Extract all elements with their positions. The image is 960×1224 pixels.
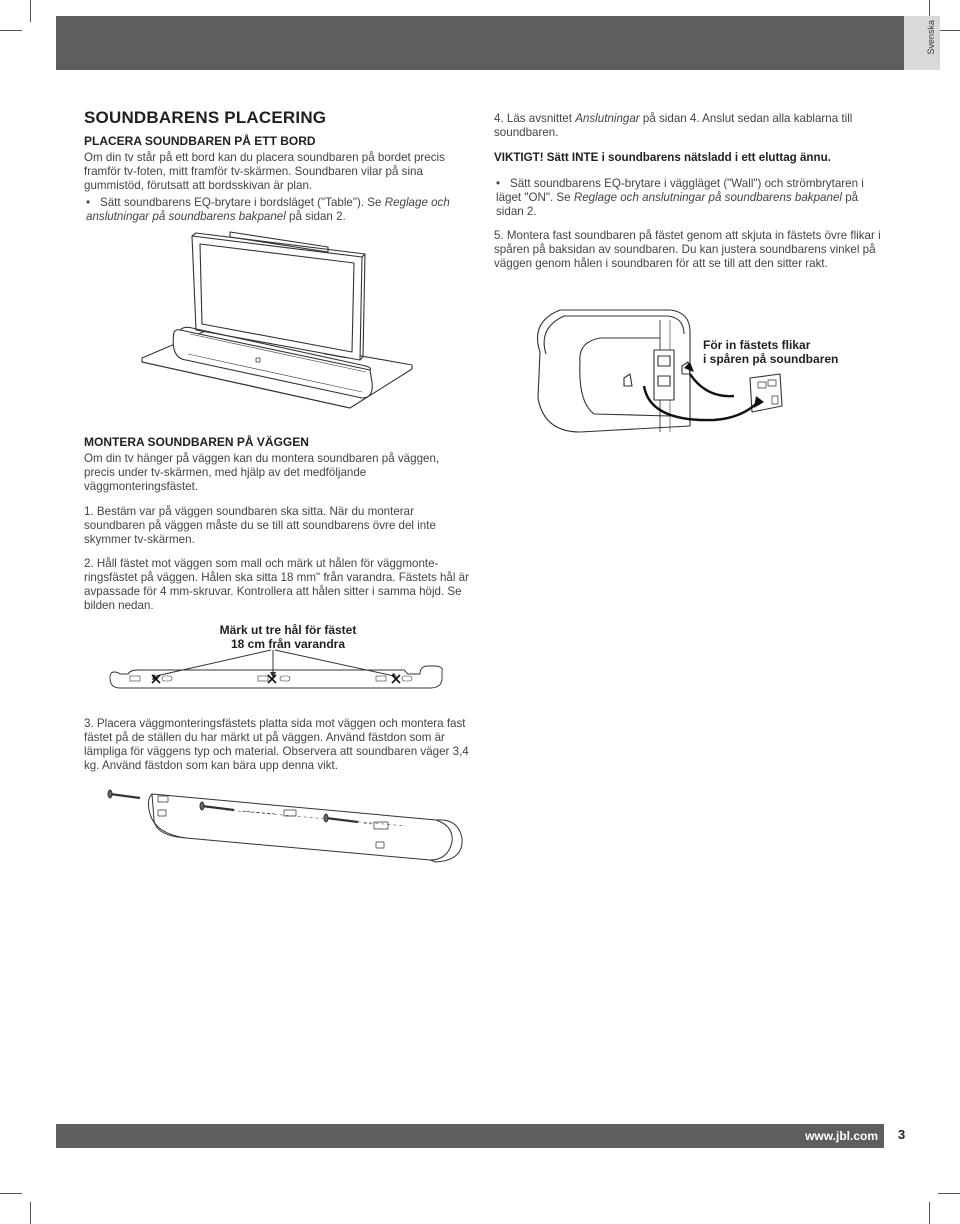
tv-on-table-illustration (140, 230, 415, 430)
wall-bullet-reference: Reglage och anslutningar på soundbarens bakpanel (573, 191, 842, 204)
bracket-template-illustration (108, 648, 448, 696)
tabs-caption-line-2: i spåren på soundbaren (703, 352, 839, 366)
wall-step-2: 2. Håll fästet mot väggen som mall och märk ut hålen för väggmonte-ringsfästet på väggen. Hålen ska sitta 18 mm" från varandra. Fästets hål är avpassade för 4 mm-skruvar. Kontrollera att hålen sitter i samma höjd. Se bilden nedan. (84, 557, 469, 612)
wall-bullet-text: Sätt soundbarens EQ-brytare i väggläget ("Wall") och strömbrytaren i läget "ON". Se (496, 177, 864, 204)
footer-bar (56, 1124, 884, 1148)
crop-mark (929, 1202, 930, 1224)
table-bullet-reference: Reglage och anslutningar på soundbarens bakpanel (86, 196, 450, 223)
mark-holes-caption (188, 623, 388, 651)
table-bullet-text: Sätt soundbarens EQ-brytare i bordsläget ("Table"). Se (100, 196, 385, 209)
wall-step-4 (494, 112, 884, 140)
soundbar-bracket-illustration (520, 302, 840, 442)
tabs-caption (703, 338, 863, 366)
wall-paragraph: Om din tv hänger på väggen kan du montera soundbaren på väggen, precis under tv-skärmen, med hjälp av det medföljande väggmonteringsfästet. (84, 452, 440, 493)
crop-mark (30, 1202, 31, 1224)
section-heading-wall: MONTERA SOUNDBAREN PÅ VÄGGEN (84, 435, 309, 449)
bracket-with-screws-illustration (106, 780, 476, 870)
crop-mark (938, 1193, 960, 1194)
tabs-caption-line-1: För in fästets flikar (703, 338, 811, 352)
wall-bullet-tail: på sidan 2. (496, 191, 859, 218)
crop-mark (0, 1193, 22, 1194)
crop-mark (0, 30, 22, 31)
step-4-tail: på sidan 4. Anslut sedan alla kablarna till soundbaren. (494, 112, 853, 139)
mark-holes-caption-line-2: 18 cm från varandra (230, 637, 346, 651)
step-4-text: 4. Läs avsnittet (494, 112, 576, 125)
crop-mark (938, 30, 960, 31)
footer-url: www.jbl.com (805, 1129, 878, 1143)
crop-mark (30, 0, 31, 22)
mark-holes-caption-line-1: Märk ut tre hål för fästet (219, 623, 357, 637)
table-bullet-tail: på sidan 2. (285, 210, 346, 223)
step-4-reference: Anslutningar (575, 112, 640, 125)
language-label: Svenska (926, 20, 936, 55)
page-title: SOUNDBARENS PLACERING (84, 108, 327, 127)
wall-step-5: 5. Montera fast soundbaren på fästet genom att skjuta in fästets övre flikar i spåren på baksidan av soundbaren. Du kan justera soundbarens vinkel på väggen genom hålen i soundbaren för att se till att den sitter rakt. (494, 229, 881, 270)
wall-step-3: 3. Placera väggmonteringsfästets platta sida mot väggen och montera fast fästet på de ställen du har märkt ut på väggen. Använd fästdon som är lämpliga för väggens typ och material. Observera att soundbaren väger 3,4 kg. Använd fästdon som kan bära upp denna vikt. (84, 717, 469, 772)
wall-step-1: 1. Bestäm var på väggen soundbaren ska sitta. När du monterar soundbaren på väggen måste du se till att soundbarens övre del inte skymmer tv-skärmen. (84, 505, 436, 546)
page-number: 3 (898, 1127, 906, 1142)
header-bar (56, 16, 904, 70)
section-heading-table: PLACERA SOUNDBAREN PÅ ETT BORD (84, 134, 316, 148)
table-paragraph: Om din tv står på ett bord kan du placera soundbaren på bordet precis framför tv-foten, mitt framför tv-skärmen. Soundbaren vilar på sina gummistöd, förutsatt att bordsskivan är plan. (84, 151, 445, 192)
table-bullet: • Sätt soundbarens EQ-brytare i bordsläget ("Table"). Se Reglage och anslutningar på soundbarens bakpanel på sidan 2. (86, 196, 450, 223)
wall-bullet: • Sätt soundbarens EQ-brytare i väggläget ("Wall") och strömbrytaren i läget "ON". Se Reglage och anslutningar på soundbarens bakpanel på sidan 2. (496, 177, 864, 218)
warning-text: VIKTIGT! Sätt INTE i soundbarens nätsladd i ett eluttag ännu. (494, 151, 831, 164)
language-tab (904, 16, 940, 70)
